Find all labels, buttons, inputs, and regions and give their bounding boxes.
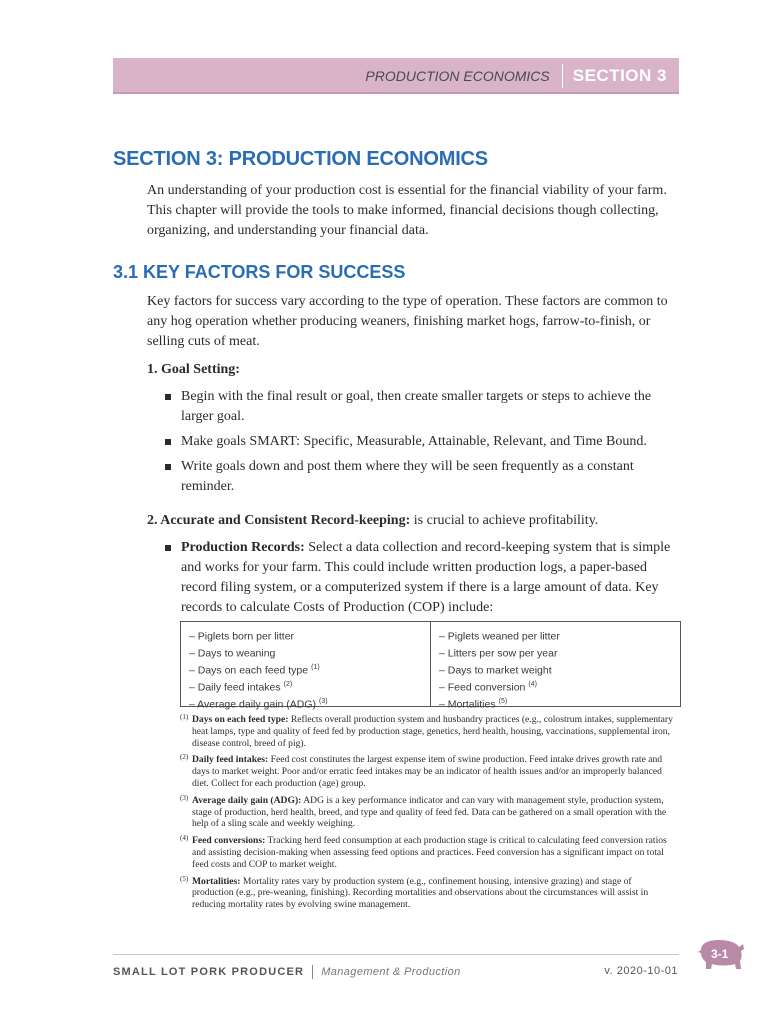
footnote-term: Days on each feed type:	[192, 714, 289, 725]
footer-subtitle: Management & Production	[321, 966, 461, 978]
record-keeping-heading	[147, 513, 598, 529]
bullet-text: Write goals down and post them where they will be seen frequently as a constant reminder.	[181, 459, 634, 494]
table-row	[189, 644, 422, 661]
footnote-text: Reflects overall production system and husbandry practices (e.g., colostrum intakes, supplementary heat lamps, type and quality of feed fed by production stage, genetics, herd health, housing, vaccinations, supplemental iron, disease control, breed of pig).	[192, 714, 673, 749]
header-divider	[562, 64, 563, 88]
bullet-square-icon	[165, 464, 171, 470]
cop-item-text: – Feed conversion	[439, 681, 526, 694]
header-chapter-title: PRODUCTION ECONOMICS	[365, 68, 550, 84]
footnote-ref: (4)	[528, 681, 537, 688]
table-row	[189, 695, 422, 712]
footnote	[180, 795, 675, 830]
footnote-ref: (2)	[283, 681, 293, 688]
bullet-text: Make goals SMART: Specific, Measurable, Attainable, Relevant, and Time Bound.	[181, 434, 647, 449]
footnote-number: (2)	[180, 753, 189, 762]
table-row	[439, 661, 672, 678]
bullet-square-icon	[165, 394, 171, 400]
footnote-text: Feed cost constitutes the largest expense item of swine production. Feed intake drives growth rate and days to market weight. Poor and/or erratic feed intakes may be an indicator of health issues and/or an improperly balanced diet. Collect for each production (age) group.	[192, 754, 663, 789]
table-row	[439, 644, 672, 661]
footnote-term: Feed conversions:	[192, 835, 266, 847]
footnote-text: Tracking herd feed consumption at each production stage is critical to calculating feed conversion ratios and assisting decision-making when assessing feed options and practices. Feed conversion has a significant impact on total feed costs and COP to market weight.	[192, 835, 667, 870]
cop-item-text: – Days to market weight	[439, 664, 552, 677]
page-badge	[697, 936, 747, 972]
table-row	[189, 678, 422, 695]
footnote-term: Average daily gain (ADG):	[192, 794, 302, 806]
bullet-text: Begin with the final result or goal, then create smaller targets or steps to achieve the larger goal.	[181, 389, 652, 424]
section-intro: An understanding of your production cost is essential for the financial viability of your farm. This chapter will provide the tools to make informed, financial decisions though collecting, organizing, and understanding your financial data.	[147, 183, 667, 238]
cop-item-text: – Days on each feed type	[189, 664, 309, 677]
footnote	[180, 714, 675, 749]
footer-publication-info	[113, 965, 461, 979]
subsection-intro: Key factors for success vary according to the type of operation. These factors are common to any hog operation whether producing weaners, finishing market hogs, farrow-to-finish, or selling cuts of meat.	[147, 294, 668, 349]
cop-column-left	[181, 622, 430, 711]
bullet-square-icon	[165, 545, 171, 551]
footer-version: v. 2020-10-01	[604, 965, 678, 977]
table-row	[189, 661, 422, 678]
cop-item-text: – Daily feed intakes	[189, 681, 281, 694]
subsection-title: 3.1 KEY FACTORS FOR SUCCESS	[113, 262, 406, 282]
section-title: SECTION 3: PRODUCTION ECONOMICS	[113, 148, 488, 170]
footnote-ref: (5)	[498, 698, 508, 705]
cop-records-table	[180, 621, 681, 711]
list-item	[163, 432, 678, 452]
production-records-text: Select a data collection and record-keeping system that is simple and works for your farm. This could include written production logs, a paper-based record filing system, or a computerized system if there is a large amount of data. Key records to calculate Costs of Production (COP) include:	[181, 540, 671, 615]
record-keeping-heading-bold: 2. Accurate and Consistent Record-keeping:	[147, 513, 411, 528]
cop-item-text: – Days to weaning	[189, 647, 276, 660]
page-number: 3-1	[711, 947, 729, 961]
footnote-number: (3)	[180, 793, 189, 802]
footnotes	[180, 714, 675, 916]
footer-publication-title: SMALL LOT PORK PRODUCER	[113, 966, 305, 978]
footnote-text: Mortality rates vary by production system (e.g., confinement housing, intensive grazing) and stage of production (e.g., pre-weaning, finishing). Recording mortalities and observations about the circumstances will assist in reducing mortality rates by evolving swine management.	[192, 875, 649, 911]
footnote-term: Mortalities:	[192, 875, 241, 887]
footnote-text: ADG is a key performance indicator and can vary with management style, production system, stage of production, herd health, breed, and type and quality of feed fed. Data can be gathered on a small operation with the help of a sling scale and weekly weighing.	[192, 794, 667, 830]
header-section-label: SECTION 3	[572, 66, 667, 85]
list-item	[163, 538, 678, 618]
table-row	[189, 627, 422, 644]
bullet-square-icon	[165, 439, 171, 445]
footnote-number: (5)	[180, 874, 189, 883]
cop-item-text: – Litters per sow per year	[439, 647, 558, 660]
running-header-text	[365, 64, 667, 88]
footnote	[180, 876, 675, 911]
list-item	[163, 457, 678, 497]
cop-item-text: – Average daily gain (ADG)	[189, 698, 317, 711]
footnote-number: (1)	[180, 713, 189, 721]
footnote-number: (4)	[180, 834, 189, 843]
table-row	[439, 695, 672, 712]
goal-setting-heading: 1. Goal Setting:	[147, 362, 240, 377]
record-keeping-list	[163, 538, 678, 623]
production-records-label: Production Records:	[181, 540, 305, 555]
cop-item-text: – Piglets weaned per litter	[439, 630, 560, 643]
cop-item-text: – Piglets born per litter	[189, 630, 295, 643]
table-row	[439, 627, 672, 644]
footnote	[180, 754, 675, 789]
list-item	[163, 387, 678, 427]
running-header	[113, 58, 679, 94]
footnote-ref: (1)	[311, 664, 320, 671]
footnote-term: Daily feed intakes:	[192, 754, 269, 766]
footer-divider	[312, 965, 313, 979]
cop-item-text: – Mortalities	[439, 698, 496, 711]
footer-rule	[113, 954, 679, 955]
footnote	[180, 835, 675, 870]
record-keeping-heading-rest: is crucial to achieve profitability.	[410, 513, 599, 528]
goal-setting-list	[163, 387, 678, 502]
cop-column-right	[430, 622, 680, 711]
footnote-ref: (3)	[319, 698, 328, 705]
table-row	[439, 678, 672, 695]
